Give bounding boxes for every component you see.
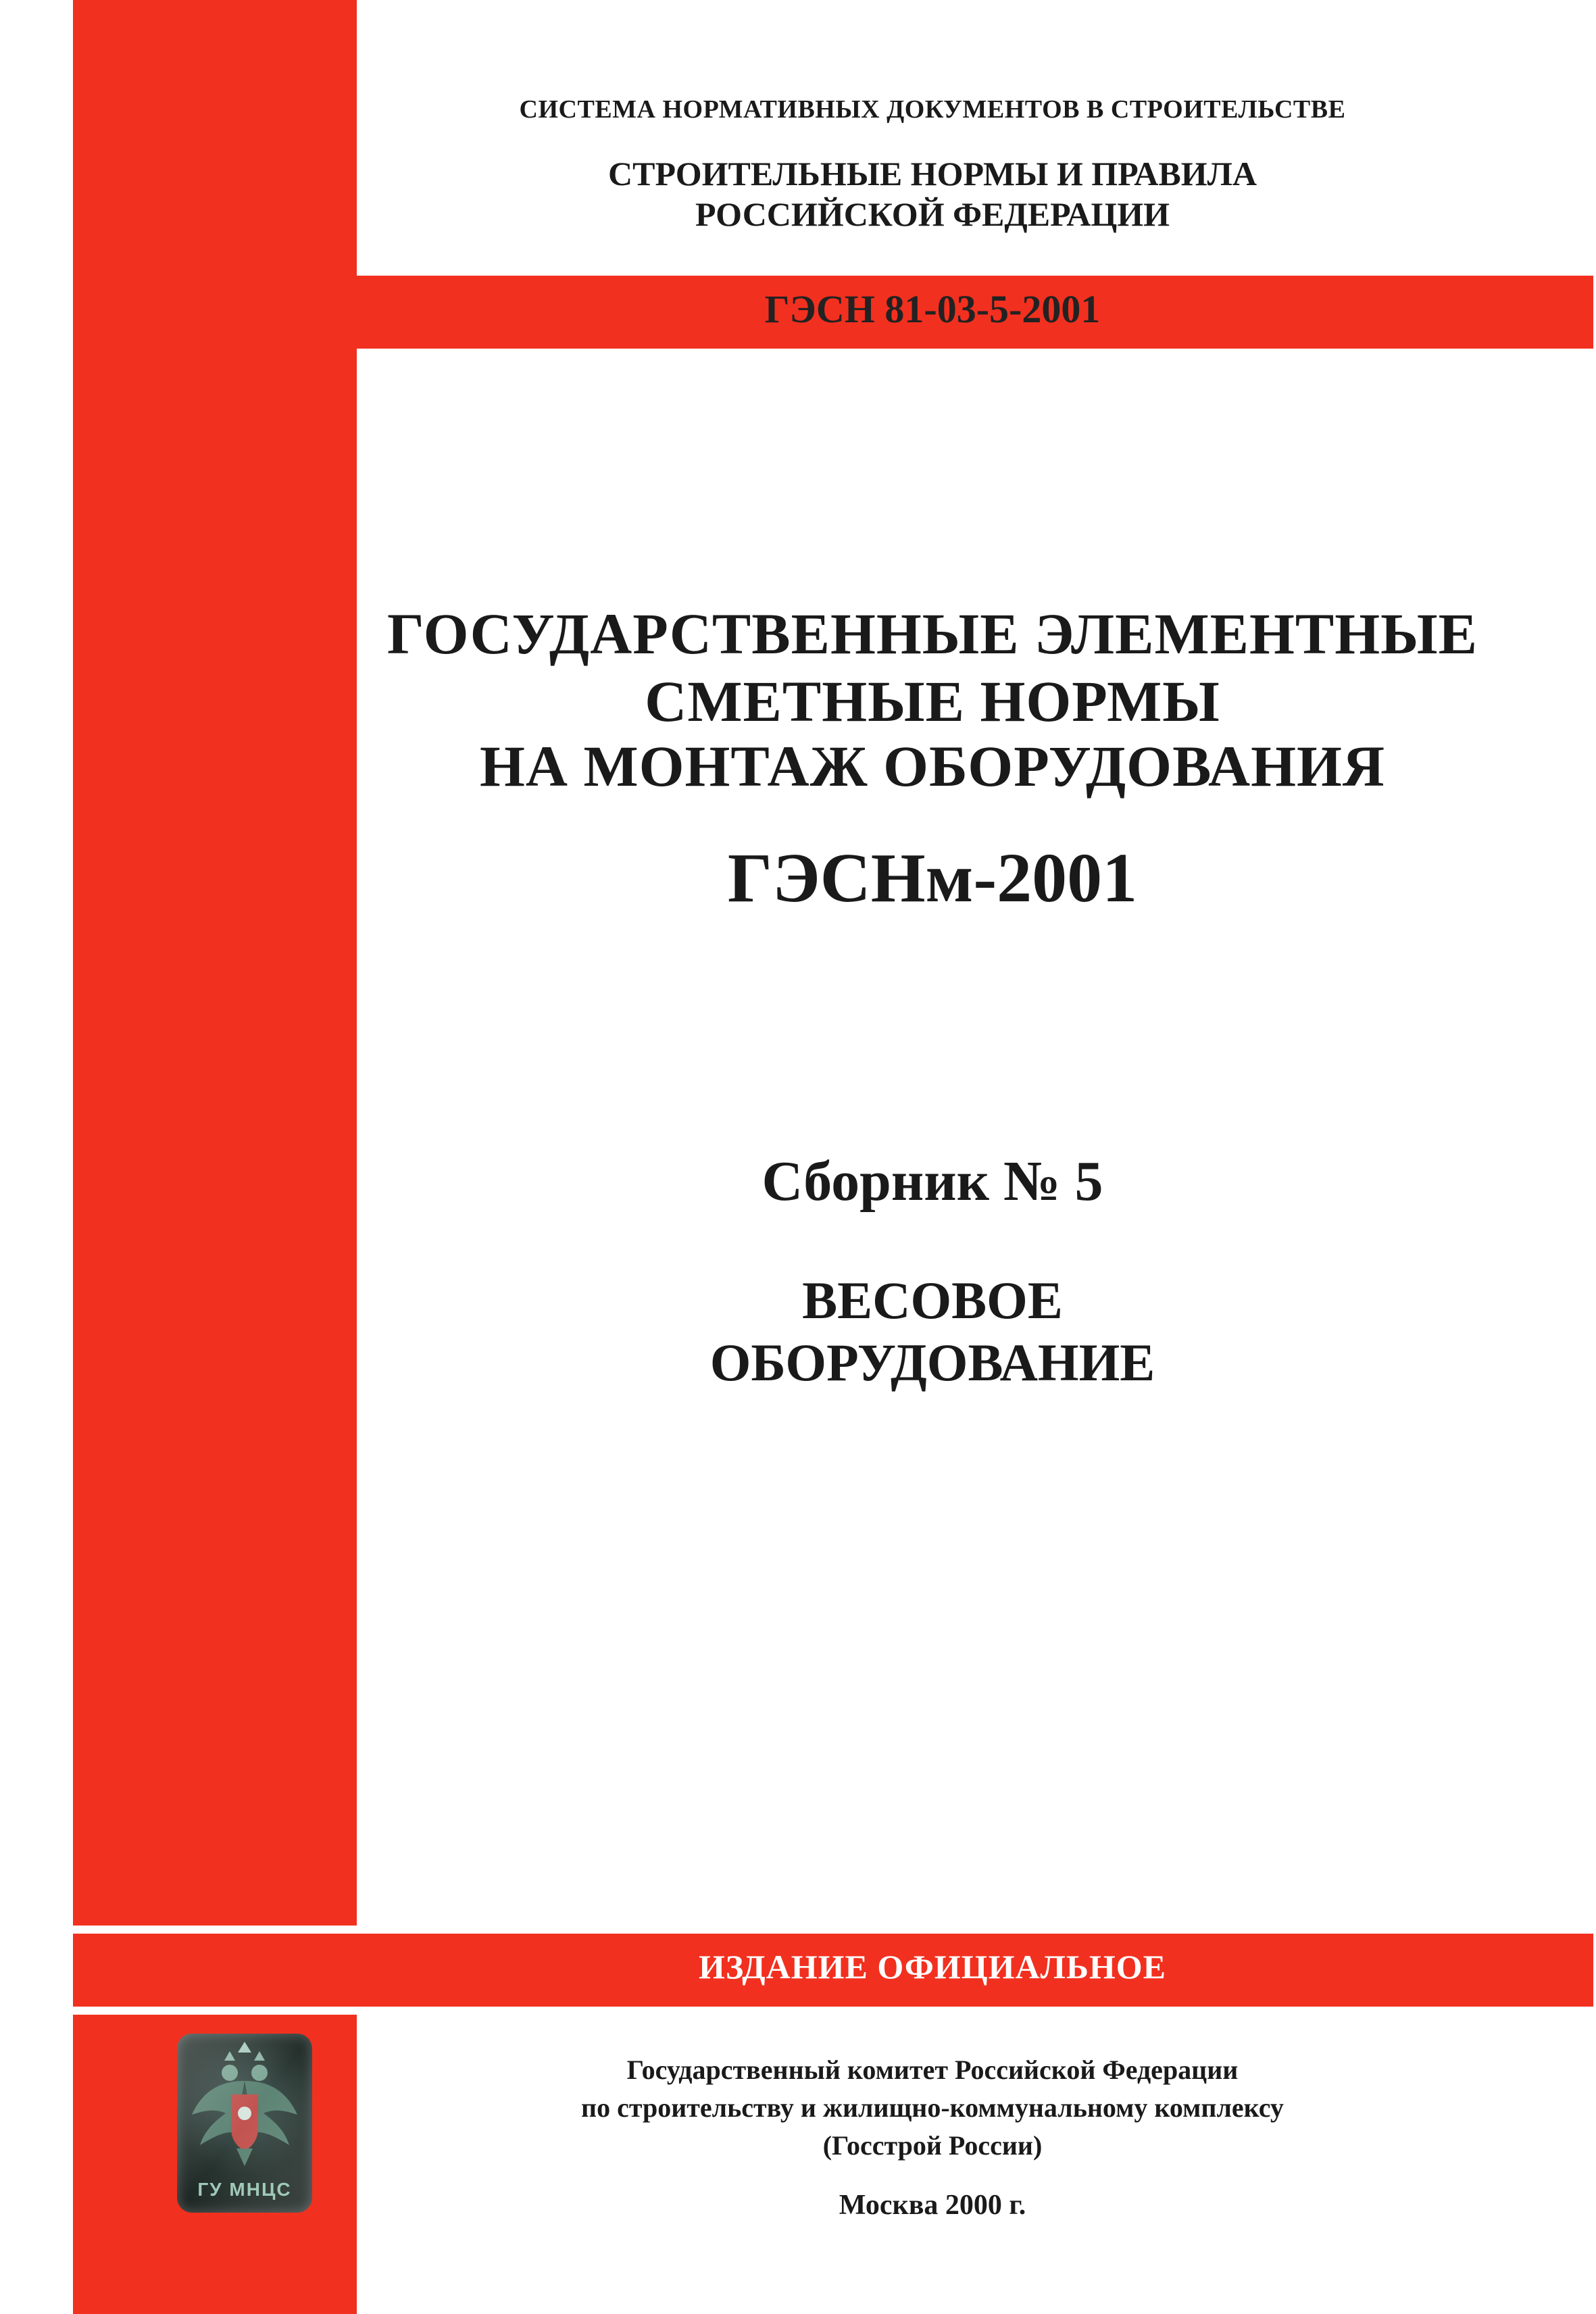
collection-name-line1: ВЕСОВОЕ (802, 1271, 1063, 1330)
snip-title-line2: РОССИЙСКОЙ ФЕДЕРАЦИИ (695, 195, 1170, 233)
publisher-line1: Государственный комитет Российской Федерации (626, 2055, 1239, 2085)
collection-name-line2: ОБОРУДОВАНИЕ (709, 1333, 1155, 1392)
edition-label: ИЗДАНИЕ ОФИЦИАЛЬНОЕ (698, 1948, 1167, 1986)
city-year: Москва 2000 г. (839, 2190, 1026, 2221)
snip-title-line1: СТРОИТЕЛЬНЫЕ НОРМЫ И ПРАВИЛА (608, 155, 1257, 193)
document-code: ГЭСН 81-03-5-2001 (764, 287, 1101, 331)
main-title-line3: НА МОНТАЖ ОБОРУДОВАНИЯ (479, 734, 1386, 799)
main-title-line1: ГОСУДАРСТВЕННЫЕ ЭЛЕМЕНТНЫЕ (387, 601, 1478, 666)
publisher-line2: по строительству и жилищно-коммунальному комплексу (581, 2092, 1284, 2123)
series-line: СИСТЕМА НОРМАТИВНЫХ ДОКУМЕНТОВ В СТРОИТЕЛЬСТВЕ (519, 95, 1346, 124)
main-title-line2: СМЕТНЫЕ НОРМЫ (645, 669, 1220, 734)
hologram-sticker (177, 2034, 312, 2213)
publisher-line3: (Госстрой России) (822, 2130, 1043, 2161)
hologram-text: ГУ МНЦС (197, 2179, 292, 2200)
short-title: ГЭСНм-2001 (727, 839, 1138, 917)
collection-number: Сборник № 5 (762, 1150, 1103, 1213)
